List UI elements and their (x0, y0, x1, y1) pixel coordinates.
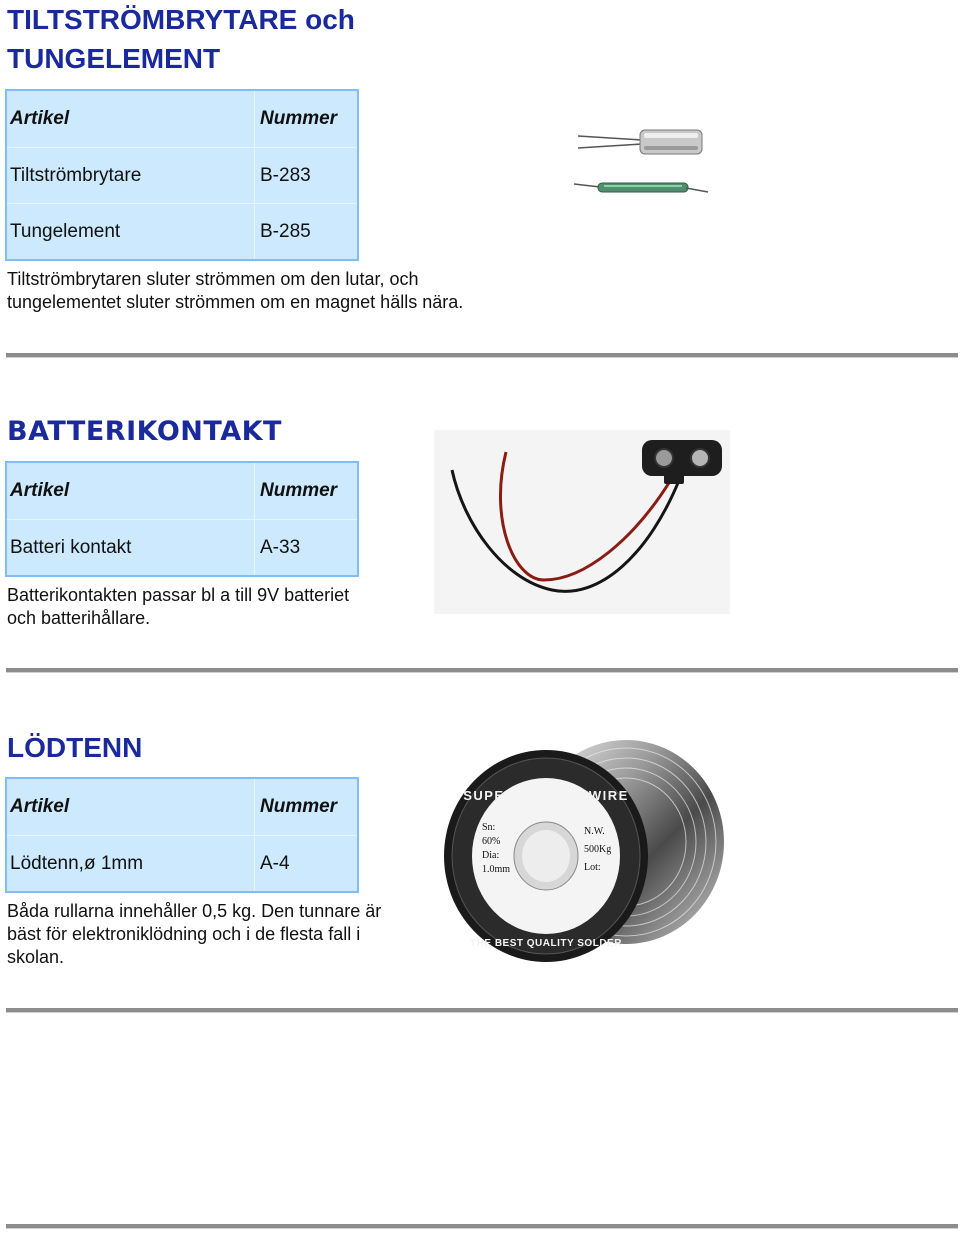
spool-right-line: Lot: (584, 862, 601, 873)
tilt-switch-and-reed-element-photo (570, 118, 710, 208)
description-line: tungelementet sluter strömmen om en magnet hälls nära. (7, 292, 464, 312)
description-line: Båda rullarna innehåller 0,5 kg. Den tunnare är (7, 901, 382, 921)
article-number: A-4 (260, 852, 290, 874)
article-name: Tiltströmbrytare (7, 148, 255, 203)
table-row (7, 147, 357, 203)
description-line: bäst för elektroniklödning och i de flesta fall i (7, 924, 361, 944)
section-title-tilt (7, 0, 355, 78)
table-row (7, 203, 357, 259)
spool-left-line: 1.0mm (482, 864, 511, 875)
header-number: Nummer (260, 480, 338, 501)
spool-top-text: SUPER SOLDER WIRE (463, 788, 629, 803)
description-line: och batterihållare. (7, 608, 151, 628)
article-table-solder (5, 777, 359, 893)
header-number: Nummer (260, 796, 338, 817)
table-header-row (7, 91, 357, 147)
section-divider (6, 1224, 958, 1229)
article-number: B-283 (260, 164, 311, 186)
section-title-battery: BATTERIKONTAKT (7, 416, 282, 447)
header-article: Artikel (7, 779, 255, 835)
section-title-solder: LÖDTENN (7, 732, 143, 763)
spool-left-line: 60% (482, 836, 501, 847)
section-description-solder (7, 900, 381, 969)
header-article: Artikel (7, 91, 255, 147)
section-description-tilt (7, 268, 463, 314)
table-row (7, 519, 357, 575)
section-divider (6, 353, 958, 358)
section-title-line: TUNGELEMENT (7, 43, 221, 74)
table-header-row (7, 463, 357, 519)
spool-right-line: 500Kg (584, 844, 612, 855)
section-title-line: TILTSTRÖMBRYTARE och (7, 4, 355, 35)
description-line: Tiltströmbrytaren sluter strömmen om den lutar, och (7, 269, 419, 289)
description-line: skolan. (7, 947, 65, 967)
section-description-battery (7, 584, 349, 630)
solder-wire-spool-photo (436, 734, 730, 966)
article-name: Lödtenn,ø 1mm (7, 836, 255, 891)
spool-bottom-text: THE BEST QUALITY SOLDER (470, 938, 622, 949)
battery-snap-connector-photo (434, 430, 730, 614)
spool-right-line: N.W. (584, 826, 605, 837)
article-number: B-285 (260, 220, 311, 242)
article-table-battery (5, 461, 359, 577)
article-table-tilt (5, 89, 359, 261)
header-number: Nummer (260, 108, 338, 129)
description-line: Batterikontakten passar bl a till 9V batteriet (7, 585, 350, 605)
table-header-row (7, 779, 357, 835)
article-name: Tungelement (7, 204, 255, 259)
header-article: Artikel (7, 463, 255, 519)
spool-left-line: Sn: (482, 822, 496, 833)
article-number: A-33 (260, 536, 301, 558)
section-divider (6, 668, 958, 673)
article-name: Batteri kontakt (7, 520, 255, 575)
spool-left-line: Dia: (482, 850, 500, 861)
table-row (7, 835, 357, 891)
section-divider (6, 1008, 958, 1013)
